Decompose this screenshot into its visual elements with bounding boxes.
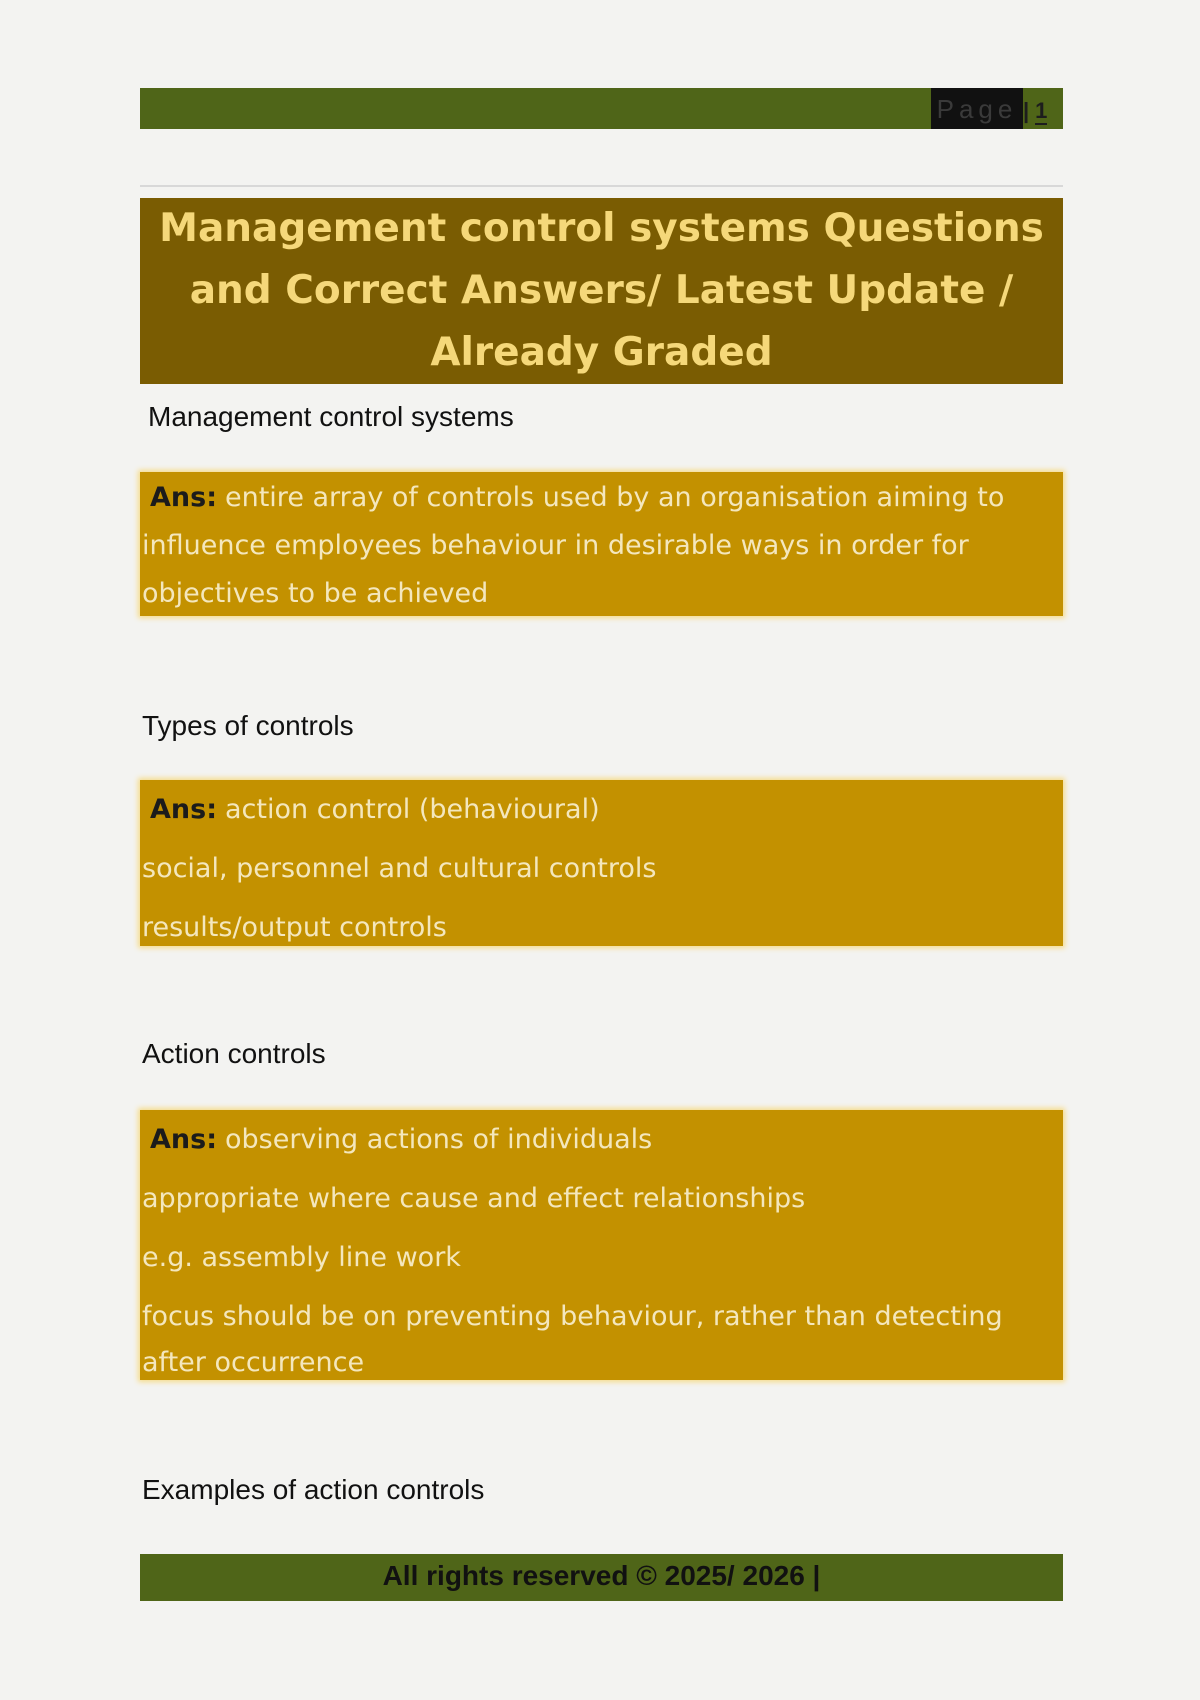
question-1: Management control systems [148,401,514,432]
answer-3-line-5: after occurrence [142,1347,365,1378]
answer-text: entire array of controls used by an organisation aiming to [225,482,1005,513]
title-line-2: and Correct Answers/ Latest Update / [189,268,1014,313]
page-number [1023,88,1061,129]
footer-bar [140,1554,1063,1601]
document-title [140,198,1063,384]
page-number-value: 1 [1035,98,1048,123]
copyright-text: All rights reserved © 2025/ 2026 | [382,1560,821,1591]
answer-label: Ans: [150,1124,217,1155]
answer-2-line-1 [142,780,1063,839]
answer-1 [140,472,1063,616]
header-bar [140,88,1063,129]
answer-3-line-3: e.g. assembly line work [142,1242,461,1273]
question-2: Types of controls [142,710,354,741]
title-line-1: Management control systems Questions [159,206,1044,251]
answer-2 [140,780,1063,946]
answer-label: Ans: [150,794,217,825]
question-3: Action controls [142,1038,326,1069]
answer-3-line-4: focus should be on preventing behaviour, rather than detecting [142,1301,1003,1332]
question-4: Examples of action controls [142,1474,485,1505]
answer-1-line-3: objectives to be achieved [142,578,489,609]
answer-3 [140,1110,1063,1380]
title-line-3: Already Graded [430,330,773,375]
answer-2-line-3: results/output controls [142,912,447,943]
page-number-separator: | [1023,98,1030,123]
answer-2-line-2: social, personnel and cultural controls [142,853,657,884]
answer-text: action control (behavioural) [225,794,600,825]
header-divider [140,185,1063,187]
answer-label: Ans: [150,482,217,513]
answer-3-line-1 [142,1110,1063,1169]
answer-text: observing actions of individuals [225,1124,653,1155]
answer-3-line-2: appropriate where cause and effect relationships [142,1183,806,1214]
document-page [140,0,1063,1700]
answer-1-line-1 [142,474,1063,522]
page-label: Page [931,88,1023,129]
answer-1-line-2: influence employees behaviour in desirable ways in order for [142,530,969,561]
